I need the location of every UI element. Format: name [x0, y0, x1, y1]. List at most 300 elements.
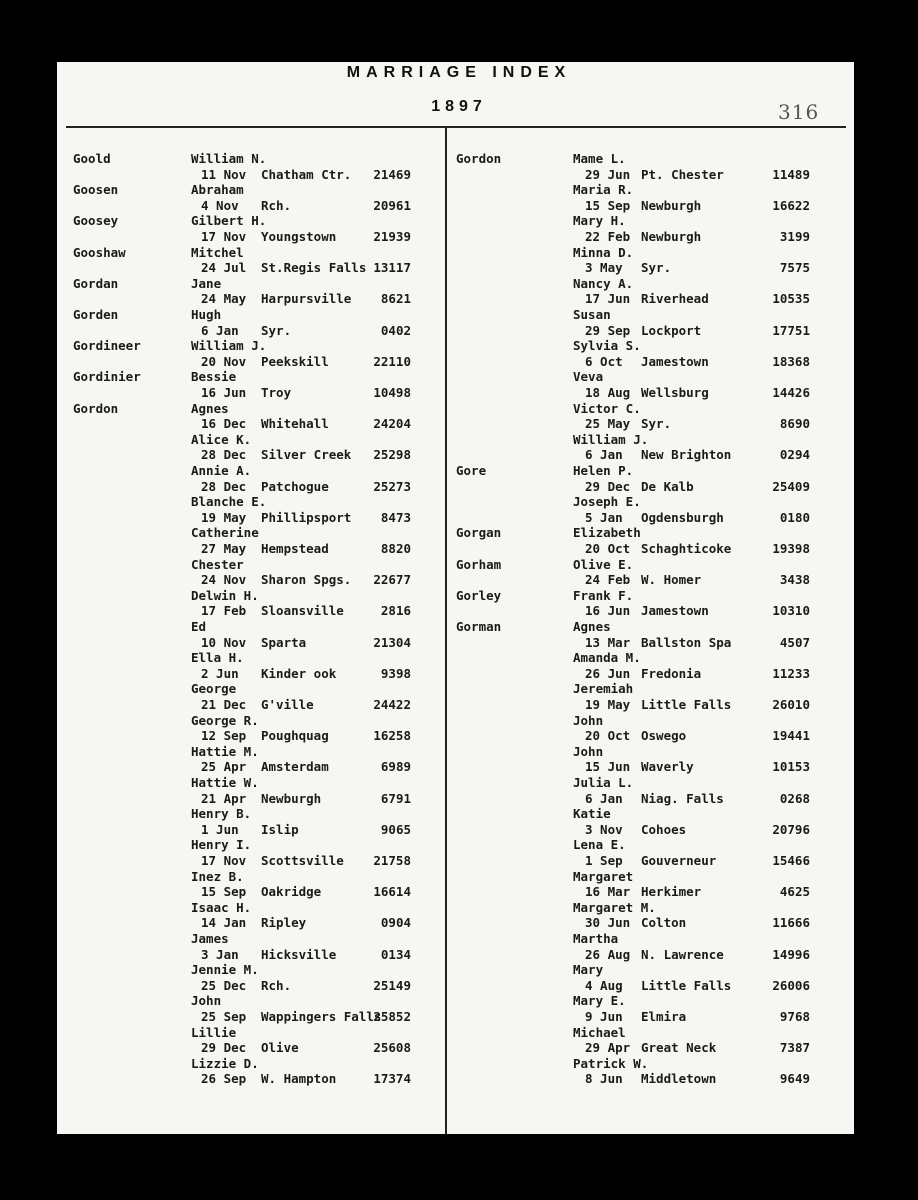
entry-name-line [456, 806, 811, 822]
certificate-number: 19441 [772, 728, 810, 744]
marriage-date: 30 Jun [585, 915, 631, 931]
marriage-date: 27 May [201, 541, 247, 556]
entry-detail-line [456, 198, 811, 214]
given-name: Olive E. [573, 556, 634, 572]
entry-detail-line [73, 666, 413, 682]
marriage-date: 1 Sep [585, 853, 623, 868]
entry-name-line [456, 962, 811, 978]
marriage-place: Sparta [261, 634, 307, 650]
given-name: Helen P. [573, 463, 634, 478]
entry-detail-line [73, 947, 413, 963]
entry-detail-line [73, 572, 413, 588]
given-name: Susan [573, 307, 611, 322]
given-name: Sylvia S. [573, 338, 641, 354]
marriage-date: 20 Nov [201, 353, 247, 369]
entry-detail-line [456, 510, 811, 526]
entry-detail-line [73, 884, 413, 900]
given-name: Ed [191, 619, 207, 634]
certificate-number: 21758 [373, 853, 411, 868]
marriage-place: Waverly [641, 759, 694, 775]
certificate-number: 16258 [373, 728, 411, 744]
entry-detail-line [456, 635, 811, 651]
marriage-date: 22 Feb [585, 229, 631, 244]
entry-name-line [73, 775, 413, 791]
marriage-date: 13 Mar [585, 634, 631, 650]
marriage-place: Riverhead [641, 291, 709, 307]
certificate-number: 0180 [779, 509, 810, 525]
marriage-date: 24 Jul [201, 260, 247, 276]
marriage-place: Niag. Falls [641, 790, 724, 806]
certificate-number: 6989 [380, 759, 411, 775]
entry-name-line [456, 494, 811, 510]
marriage-date: 6 Oct [585, 353, 623, 369]
given-name: Minna D. [573, 244, 634, 260]
entry-detail-line [73, 697, 413, 713]
entry-detail-line [73, 416, 413, 432]
marriage-place: Syr. [261, 322, 292, 338]
marriage-place: Great Neck [641, 1040, 717, 1056]
certificate-number: 26010 [772, 697, 810, 712]
marriage-date: 4 Aug [585, 977, 623, 993]
certificate-number: 25273 [373, 478, 411, 494]
marriage-place: Amsterdam [261, 759, 329, 775]
given-name: Martha [573, 931, 619, 946]
surname: Gordon [456, 151, 502, 166]
certificate-number: 10310 [772, 603, 810, 619]
given-name: William J. [573, 431, 649, 447]
entry-detail-line [456, 1009, 811, 1025]
given-name: George R. [191, 712, 259, 728]
marriage-place: Hempstead [261, 541, 329, 556]
entry-detail-line [456, 915, 811, 931]
entry-name-line [73, 525, 413, 541]
marriage-place: Jamestown [641, 603, 709, 619]
entry-name-line [456, 307, 811, 323]
marriage-place: Patchogue [261, 478, 329, 494]
marriage-place: Harpursville [261, 291, 352, 307]
marriage-place: Fredonia [641, 665, 702, 681]
entry-detail-line [73, 479, 413, 495]
given-name: Mary [573, 962, 604, 978]
marriage-date: 10 Nov [201, 634, 247, 650]
certificate-number: 4625 [779, 884, 810, 900]
given-name: Lizzie D. [191, 1055, 259, 1071]
entry-detail-line [456, 947, 811, 963]
marriage-place: Peekskill [261, 353, 329, 369]
marriage-date: 6 Jan [201, 322, 239, 338]
given-name: Alice K. [191, 431, 252, 447]
marriage-place: Little Falls [641, 697, 732, 712]
entry-detail-line [456, 323, 811, 339]
given-name: Chester [191, 556, 244, 572]
entry-name-line [456, 401, 811, 417]
marriage-date: 25 Sep [201, 1009, 247, 1024]
marriage-place: Cohoes [641, 821, 687, 837]
given-name: Victor C. [573, 400, 641, 416]
marriage-place: Little Falls [641, 977, 732, 993]
entry-name-line [73, 993, 413, 1009]
marriage-date: 3 Nov [585, 821, 623, 837]
given-name: Isaac H. [191, 899, 252, 915]
given-name: Lillie [191, 1024, 237, 1040]
entry-detail-line [73, 822, 413, 838]
page-title: MARRIAGE INDEX [346, 64, 572, 81]
entry-name-line [73, 338, 413, 354]
certificate-number: 2816 [380, 603, 411, 619]
marriage-date: 25 Apr [201, 759, 247, 775]
certificate-number: 25409 [772, 478, 810, 494]
marriage-date: 26 Sep [201, 1071, 247, 1087]
certificate-number: 3438 [779, 572, 810, 588]
marriage-date: 2 Jun [201, 665, 239, 681]
certificate-number: 9649 [779, 1071, 810, 1087]
entry-detail-line [456, 791, 811, 807]
marriage-place: W. Hampton [261, 1071, 337, 1087]
entry-detail-line [456, 759, 811, 775]
marriage-place: Ripley [261, 915, 307, 931]
entry-name-line [456, 744, 811, 760]
entry-detail-line [73, 635, 413, 651]
given-name: Katie [573, 806, 611, 822]
entry-name-line [456, 775, 811, 791]
given-name: Jeremiah [573, 681, 634, 697]
marriage-place: Jamestown [641, 353, 709, 369]
certificate-number: 8621 [380, 291, 411, 307]
surname: Gordan [73, 275, 119, 291]
given-name: Michael [573, 1024, 626, 1040]
entry-detail-line [456, 853, 811, 869]
surname: Gorham [456, 556, 502, 572]
entry-detail-line [456, 416, 811, 432]
marriage-date: 9 Jun [585, 1009, 623, 1024]
certificate-number: 25852 [373, 1009, 411, 1024]
marriage-place: Hicksville [261, 946, 337, 962]
given-name: Henry I. [191, 837, 252, 853]
certificate-number: 3199 [779, 229, 810, 244]
entry-detail-line [73, 1009, 413, 1025]
entry-name-line [73, 432, 413, 448]
entry-detail-line [73, 323, 413, 339]
certificate-number: 17751 [772, 322, 810, 338]
marriage-date: 26 Aug [585, 946, 631, 962]
marriage-place: Oswego [641, 728, 687, 744]
marriage-place: Ballston Spa [641, 634, 732, 650]
marriage-date: 15 Jun [585, 759, 631, 775]
entry-detail-line [73, 603, 413, 619]
marriage-place: Sharon Spgs. [261, 572, 352, 588]
given-name: Jennie M. [191, 962, 259, 978]
marriage-place: De Kalb [641, 478, 694, 494]
marriage-place: Whitehall [261, 416, 329, 432]
marriage-date: 4 Nov [201, 197, 239, 213]
marriage-date: 29 Dec [585, 478, 631, 494]
marriage-date: 19 May [585, 697, 631, 712]
marriage-place: Pt. Chester [641, 166, 724, 182]
entry-name-line [456, 525, 811, 541]
marriage-place: N. Lawrence [641, 946, 724, 962]
marriage-date: 5 Jan [585, 509, 623, 525]
marriage-date: 16 Dec [201, 416, 247, 432]
entry-name-line [456, 338, 811, 354]
marriage-date: 29 Sep [585, 322, 631, 338]
certificate-number: 17374 [373, 1071, 411, 1087]
certificate-number: 8473 [380, 509, 411, 525]
given-name: Henry B. [191, 806, 252, 822]
certificate-number: 11666 [772, 915, 810, 931]
surname: Gooshaw [73, 244, 126, 260]
marriage-date: 20 Oct [585, 728, 631, 744]
entry-name-line [73, 213, 413, 229]
entry-detail-line [73, 1071, 413, 1087]
marriage-place: St.Regis Falls [261, 260, 367, 276]
entry-name-line [73, 744, 413, 760]
entry-name-line [73, 806, 413, 822]
surname: Gordineer [73, 338, 141, 354]
marriage-place: G'ville [261, 697, 314, 712]
entry-name-line [73, 369, 413, 385]
marriage-date: 15 Sep [585, 197, 631, 213]
marriage-place: Ogdensburgh [641, 509, 724, 525]
certificate-number: 26006 [772, 977, 810, 993]
page-number: 316 [778, 100, 820, 124]
surname: Gorley [456, 587, 502, 603]
marriage-date: 24 May [201, 291, 247, 307]
entry-detail-line [456, 666, 811, 682]
entry-detail-line [456, 354, 811, 370]
certificate-number: 9398 [380, 665, 411, 681]
marriage-date: 6 Jan [585, 447, 623, 463]
certificate-number: 19398 [772, 541, 810, 556]
entry-detail-line [456, 447, 811, 463]
certificate-number: 0134 [380, 946, 411, 962]
entry-detail-line [456, 603, 811, 619]
certificate-number: 21939 [373, 229, 411, 244]
marriage-place: Elmira [641, 1009, 687, 1024]
marriage-place: Newburgh [641, 229, 702, 244]
certificate-number: 21304 [373, 634, 411, 650]
index-year: 1897 [431, 98, 487, 115]
marriage-place: Kinder ook [261, 665, 337, 681]
marriage-date: 16 Mar [585, 884, 631, 900]
given-name: Agnes [573, 619, 611, 634]
given-name: Inez B. [191, 868, 244, 884]
entry-name-line [456, 869, 811, 885]
certificate-number: 6791 [380, 790, 411, 806]
entry-name-line [73, 931, 413, 947]
entry-name-line [73, 494, 413, 510]
entry-detail-line [73, 447, 413, 463]
entry-detail-line [73, 260, 413, 276]
entry-name-line [456, 837, 811, 853]
surname: Gore [456, 463, 487, 478]
entry-name-line [456, 588, 811, 604]
entry-name-line [73, 900, 413, 916]
entry-name-line [456, 245, 811, 261]
certificate-number: 16622 [772, 197, 810, 213]
given-name: Elizabeth [573, 525, 641, 541]
entry-detail-line [73, 978, 413, 994]
entry-name-line [73, 837, 413, 853]
given-name: Julia L. [573, 775, 634, 790]
given-name: Joseph E. [573, 494, 641, 510]
marriage-date: 26 Jun [585, 665, 631, 681]
given-name: Mary H. [573, 213, 626, 229]
entry-detail-line [456, 697, 811, 713]
entry-detail-line [456, 1040, 811, 1056]
marriage-date: 19 May [201, 509, 247, 525]
certificate-number: 14996 [772, 946, 810, 962]
marriage-date: 24 Nov [201, 572, 247, 588]
given-name: Patrick W. [573, 1055, 649, 1071]
entry-name-line [456, 557, 811, 573]
certificate-number: 18368 [772, 353, 810, 369]
given-name: Delwin H. [191, 587, 259, 603]
entry-name-line [73, 619, 413, 635]
entry-name-line [73, 463, 413, 479]
certificate-number: 11489 [772, 166, 810, 182]
marriage-date: 17 Nov [201, 853, 247, 868]
given-name: Ella H. [191, 650, 244, 666]
surname: Gorgan [456, 525, 502, 541]
given-name: Annie A. [191, 463, 252, 478]
marriage-place: Rch. [261, 197, 292, 213]
given-name: Gilbert H. [191, 213, 267, 229]
entry-detail-line [73, 728, 413, 744]
surname: Gordon [73, 400, 119, 416]
marriage-date: 17 Feb [201, 603, 247, 619]
entry-name-line [456, 619, 811, 635]
given-name: Agnes [191, 400, 229, 416]
marriage-date: 12 Sep [201, 728, 247, 744]
entry-detail-line [456, 541, 811, 557]
marriage-place: Poughquag [261, 728, 329, 744]
marriage-date: 28 Dec [201, 447, 247, 463]
marriage-place: Middletown [641, 1071, 717, 1087]
marriage-place: Syr. [641, 260, 672, 276]
given-name: William J. [191, 338, 267, 354]
entry-name-line [73, 650, 413, 666]
marriage-date: 29 Jun [585, 166, 631, 182]
marriage-place: Lockport [641, 322, 702, 338]
entry-name-line [73, 401, 413, 417]
entry-detail-line [73, 510, 413, 526]
entry-name-line [456, 432, 811, 448]
certificate-number: 8820 [380, 541, 411, 556]
marriage-place: Scottsville [261, 853, 344, 868]
marriage-place: Wappingers Falls [261, 1009, 382, 1024]
marriage-place: Syr. [641, 416, 672, 432]
entry-name-line [456, 182, 811, 198]
certificate-number: 25149 [373, 977, 411, 993]
entry-name-line [456, 276, 811, 292]
certificate-number: 10498 [373, 385, 411, 400]
entry-detail-line [73, 541, 413, 557]
given-name: Veva [573, 369, 604, 385]
certificate-number: 9065 [380, 821, 411, 837]
given-name: Frank F. [573, 587, 634, 603]
given-name: James [191, 931, 229, 946]
given-name: Hugh [191, 307, 222, 322]
marriage-date: 6 Jan [585, 790, 623, 806]
given-name: Abraham [191, 182, 244, 198]
entry-name-line [73, 588, 413, 604]
entry-name-line [456, 151, 811, 167]
surname: Gordinier [73, 369, 141, 385]
entry-detail-line [73, 167, 413, 183]
given-name: William N. [191, 151, 267, 166]
entry-detail-line [73, 915, 413, 931]
marriage-place: Silver Creek [261, 447, 352, 463]
marriage-date: 21 Apr [201, 790, 247, 806]
given-name: Blanche E. [191, 494, 267, 510]
certificate-number: 8690 [779, 416, 810, 432]
given-name: Margaret M. [573, 899, 656, 915]
surname: Goosey [73, 213, 119, 229]
marriage-place: W. Homer [641, 572, 702, 588]
certificate-number: 0268 [779, 790, 810, 806]
given-name: Amanda M. [573, 650, 641, 666]
marriage-place: Islip [261, 821, 299, 837]
entry-detail-line [73, 853, 413, 869]
marriage-place: Oakridge [261, 884, 322, 900]
marriage-place: Rch. [261, 977, 292, 993]
marriage-date: 8 Jun [585, 1071, 623, 1087]
marriage-date: 16 Jun [585, 603, 631, 619]
entry-name-line [456, 369, 811, 385]
given-name: John [191, 993, 222, 1009]
header-rule [66, 126, 846, 128]
given-name: Maria R. [573, 182, 634, 198]
certificate-number: 25298 [373, 447, 411, 463]
certificate-number: 7575 [779, 260, 810, 276]
marriage-place: Herkimer [641, 884, 702, 900]
entry-name-line [73, 151, 413, 167]
entry-name-line [73, 1056, 413, 1072]
entry-name-line [73, 962, 413, 978]
entry-detail-line [73, 1040, 413, 1056]
entry-detail-line [456, 822, 811, 838]
entry-name-line [73, 245, 413, 261]
marriage-date: 18 Aug [585, 385, 631, 400]
surname: Goold [73, 151, 111, 166]
entry-detail-line [456, 572, 811, 588]
entry-detail-line [73, 229, 413, 245]
marriage-date: 3 May [585, 260, 623, 276]
surname: Gorman [456, 619, 502, 634]
certificate-number: 7387 [779, 1040, 810, 1056]
surname: Goosen [73, 182, 119, 198]
entry-name-line [73, 1025, 413, 1041]
entry-name-line [73, 182, 413, 198]
marriage-date: 1 Jun [201, 821, 239, 837]
certificate-number: 22677 [373, 572, 411, 588]
marriage-date: 25 Dec [201, 977, 247, 993]
entry-detail-line [456, 291, 811, 307]
marriage-date: 29 Dec [201, 1040, 247, 1056]
entry-detail-line [456, 167, 811, 183]
entry-detail-line [456, 385, 811, 401]
entry-name-line [456, 713, 811, 729]
given-name: Margaret [573, 868, 634, 884]
certificate-number: 21469 [373, 166, 411, 182]
marriage-place: Chatham Ctr. [261, 166, 352, 182]
marriage-date: 29 Apr [585, 1040, 631, 1056]
certificate-number: 15466 [772, 853, 810, 868]
entry-detail-line [73, 759, 413, 775]
marriage-place: Wellsburg [641, 385, 709, 400]
marriage-place: Schaghticoke [641, 541, 732, 556]
certificate-number: 0402 [380, 322, 411, 338]
